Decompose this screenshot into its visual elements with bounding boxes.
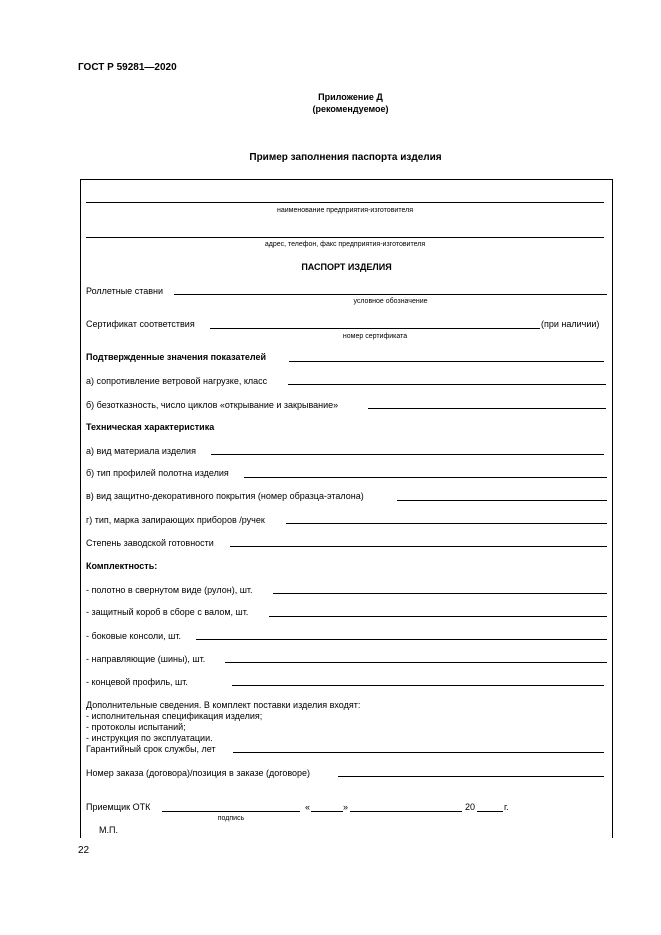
warranty-line[interactable] (233, 752, 604, 753)
year-line[interactable] (477, 811, 503, 812)
kit-item-end-profile-label: - концевой профиль, шт. (86, 677, 188, 687)
manufacturer-caption: наименование предприятия-изготовителя (277, 207, 413, 214)
appendix-note: (рекомендуемое) (312, 104, 389, 114)
kit-item-roll-label: - полотно в свернутом виде (рулон), шт. (86, 585, 253, 595)
order-label: Номер заказа (договора)/позиция в заказе (договоре) (86, 768, 311, 778)
cert-line[interactable] (210, 328, 540, 329)
year-prefix: 20 (465, 802, 476, 812)
roller-line[interactable] (174, 294, 607, 295)
kit-label: Комплектность: (86, 561, 158, 571)
confirmed-line[interactable] (289, 361, 604, 362)
wind-label: а) сопротивление ветровой нагрузке, класс (86, 376, 268, 386)
cert-label: Сертификат соответствия (86, 319, 195, 329)
wind-line[interactable] (288, 384, 606, 385)
cert-number-caption: номер сертификата (342, 333, 408, 340)
year-suffix: г. (504, 802, 509, 812)
quote-close: » (343, 802, 349, 812)
extra-info-line2: - исполнительная спецификация изделия; (86, 711, 263, 721)
kit-item-end-profile-line[interactable] (232, 685, 604, 686)
locks-label: г) тип, марка запирающих приборов /ручек (86, 515, 265, 525)
tech-label: Техническая характеристика (86, 422, 215, 432)
appendix-title: Приложение Д (318, 92, 383, 102)
designation-caption: условное обозначение (353, 298, 428, 305)
material-line[interactable] (211, 454, 604, 455)
signature-caption: подпись (217, 815, 245, 822)
order-line[interactable] (338, 776, 604, 777)
kit-item-box-label: - защитный короб в сборе с валом, шт. (86, 607, 249, 617)
profile-line[interactable] (244, 477, 607, 478)
extra-info-line1: Дополнительные сведения. В комплект поставки изделия входят: (86, 700, 361, 710)
profile-label: б) тип профилей полотна изделия (86, 468, 229, 478)
page-number: 22 (78, 845, 90, 856)
kit-item-rails-label: - направляющие (шины), шт. (86, 654, 206, 664)
otk-signature-line[interactable] (162, 811, 300, 812)
seal-label: М.П. (99, 825, 118, 835)
cert-suffix: (при наличии) (541, 319, 600, 329)
material-label: а) вид материала изделия (86, 446, 196, 456)
passport-title: ПАСПОРТ ИЗДЕЛИЯ (301, 262, 392, 272)
extra-info-line4: - инструкция по эксплуатации. (86, 733, 213, 743)
roller-label: Роллетные ставни (86, 286, 163, 296)
safety-label: б) безотказность, число циклов «открывание и закрывание» (86, 400, 339, 410)
extra-info-line3: - протоколы испытаний; (86, 722, 186, 732)
warranty-label: Гарантийный срок службы, лет (86, 744, 216, 754)
kit-item-box-line[interactable] (269, 616, 607, 617)
kit-item-roll-line[interactable] (273, 593, 607, 594)
kit-item-consoles-label: - боковые консоли, шт. (86, 631, 182, 641)
kit-item-rails-line[interactable] (225, 662, 607, 663)
confirmed-label: Подтвержденные значения показателей (86, 352, 267, 362)
locks-line[interactable] (286, 523, 607, 524)
standard-number: ГОСТ Р 59281—2020 (78, 62, 177, 73)
readiness-label: Степень заводской готовности (86, 538, 214, 548)
readiness-line[interactable] (230, 546, 607, 547)
month-line[interactable] (350, 811, 462, 812)
quote-open: « (305, 802, 311, 812)
document-title: Пример заполнения паспорта изделия (249, 152, 442, 163)
otk-label: Приемщик ОТК (86, 802, 151, 812)
address-line[interactable] (86, 237, 604, 238)
kit-item-consoles-line[interactable] (196, 639, 607, 640)
coating-label: в) вид защитно-декоративного покрытия (номер образца-эталона) (86, 491, 364, 501)
day-line[interactable] (311, 811, 343, 812)
manufacturer-line[interactable] (86, 202, 604, 203)
safety-line[interactable] (368, 408, 606, 409)
coating-line[interactable] (397, 500, 607, 501)
address-caption: адрес, телефон, факс предприятия-изготовителя (264, 241, 426, 248)
